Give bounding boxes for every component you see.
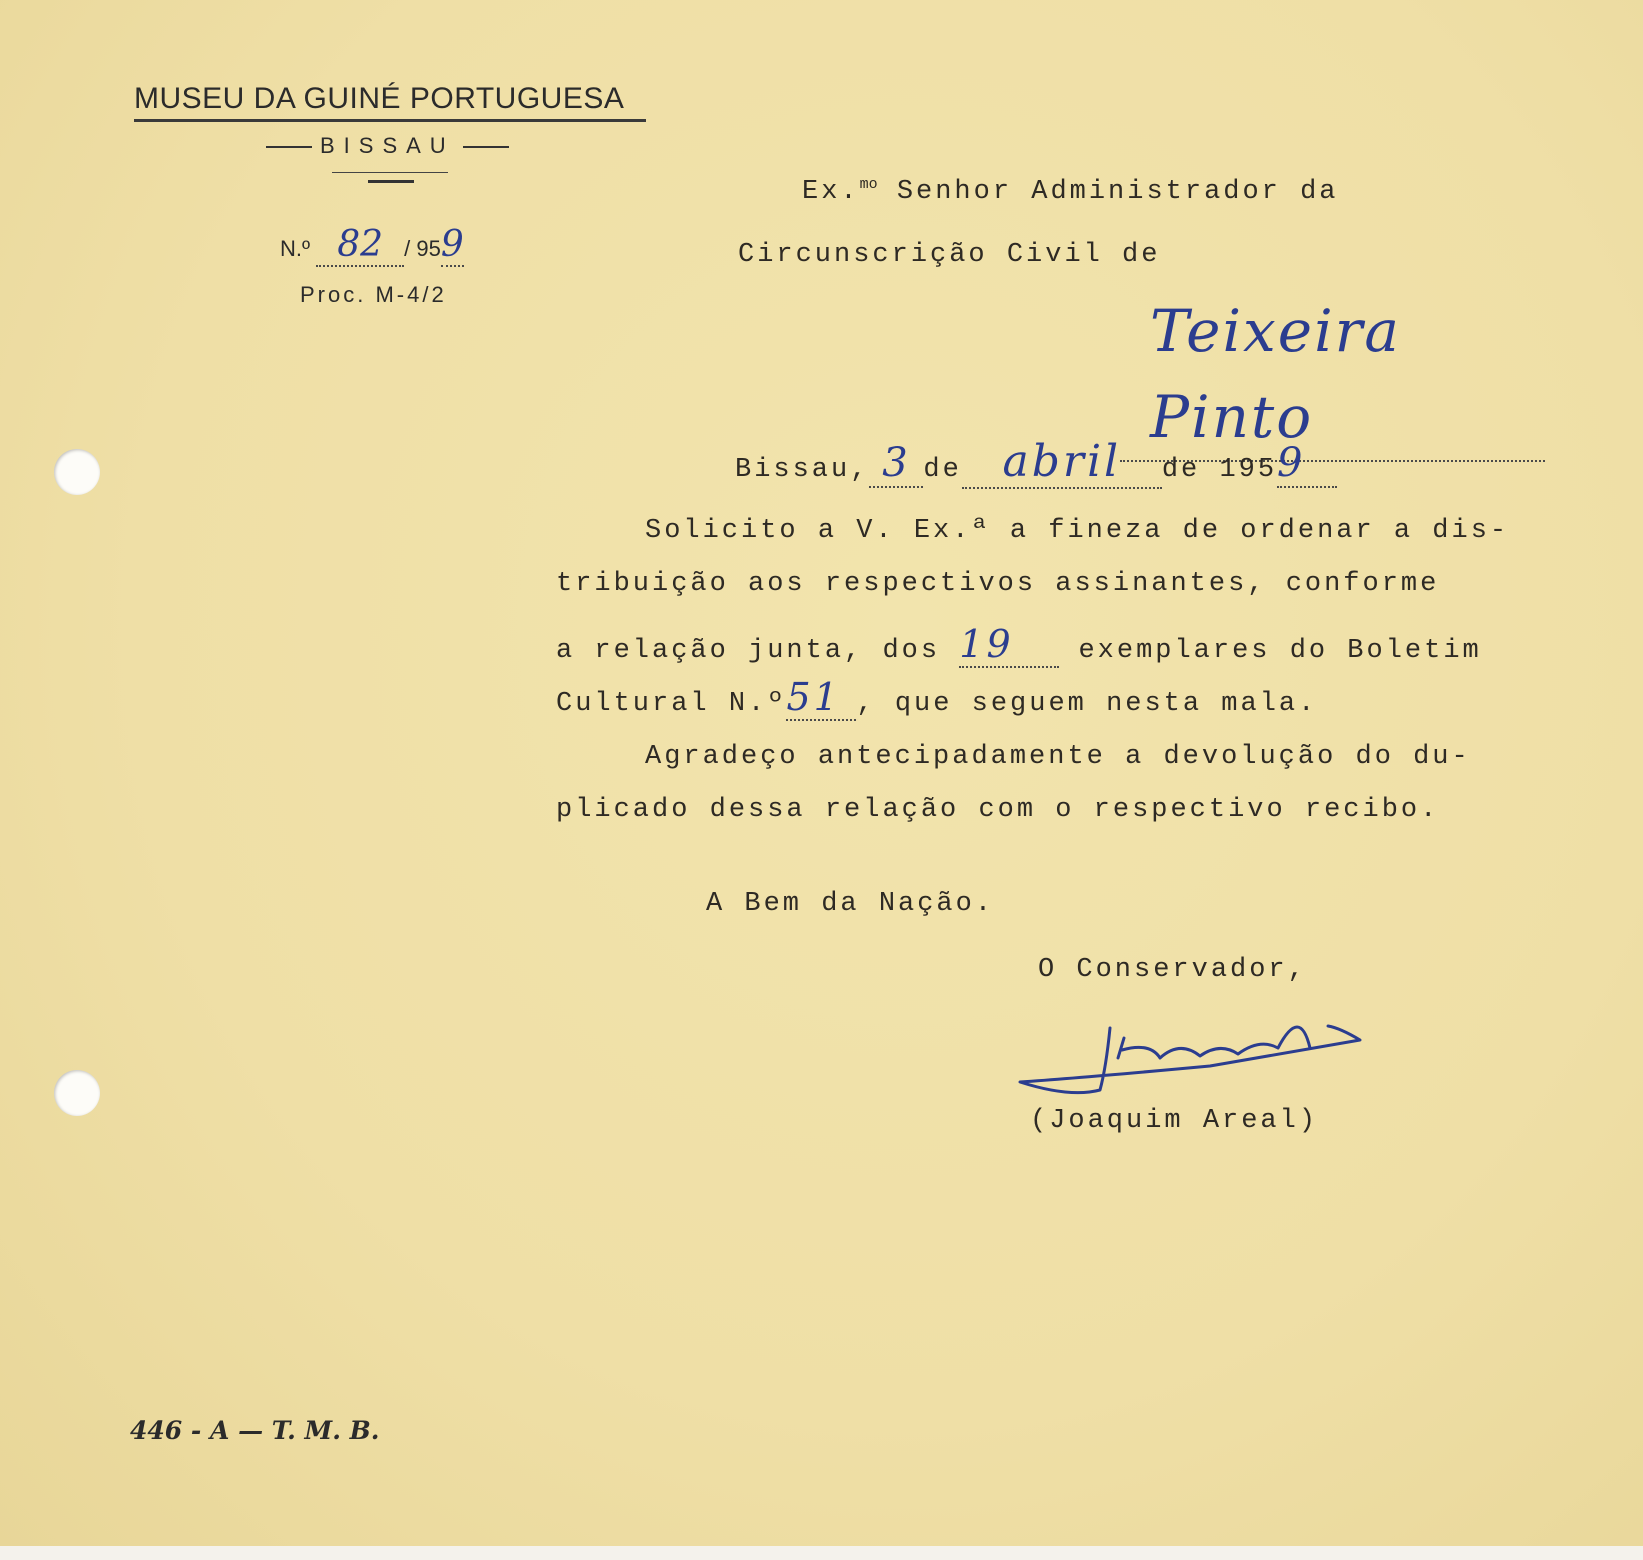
body-p1-line-2: tribuição aos respectivos assinantes, conforme [556, 569, 1440, 599]
addressee-title-start: Ex. [802, 177, 860, 207]
reference-process: Proc. M-4/2 [300, 282, 447, 307]
letterhead-divider [332, 172, 448, 173]
addressee-title-end: Senhor Administrador da [877, 177, 1339, 207]
body-copies-suffix: exemplares do Boletim [1078, 636, 1482, 666]
letterhead-divider-bold [368, 180, 414, 183]
addressee-title-superscript: mo [859, 176, 878, 193]
reference-year-prefix: / 95 [404, 236, 441, 261]
reference-number-field [316, 224, 404, 267]
date-city: Bissau, [735, 455, 870, 485]
reference-number-label: N.º [280, 236, 311, 261]
scan-edge [0, 1546, 1643, 1560]
punch-hole-bottom [54, 1070, 100, 1116]
closing-salutation: A Bem da Nação. [706, 889, 995, 919]
body-copies-field [959, 622, 1059, 668]
punch-hole-top [54, 449, 100, 495]
date-month-field [962, 436, 1162, 489]
body-p1-line-1: Solicito a V. Ex.ª a fineza de ordenar a dis- [645, 516, 1510, 546]
body-p2-line-1: Agradeço antecipadamente a devolução do du- [645, 742, 1471, 772]
city-dash-right [463, 146, 509, 148]
body-bulletin-number: 51 [786, 675, 841, 719]
city-dash-left [266, 146, 312, 148]
letterhead-institution: MUSEU DA GUINÉ PORTUGUESA [134, 82, 625, 115]
date-line [735, 436, 1337, 489]
signature-mark [1010, 998, 1370, 1118]
body-p1-line-3 [556, 622, 1482, 668]
date-year-digit: 9 [1277, 440, 1306, 486]
date-day: 3 [882, 440, 911, 486]
date-de-1: de [923, 455, 962, 485]
addressee-line-1 [802, 176, 1339, 207]
body-copies: 19 [959, 622, 1014, 666]
letterhead-city [258, 133, 517, 159]
letterhead-underline [134, 119, 646, 122]
body-p2-line-2: plicado dessa relação com o respectivo recibo. [556, 795, 1440, 825]
reference-year-field [441, 224, 464, 267]
date-year-field [1277, 440, 1337, 488]
reference-year-digit: 9 [440, 224, 464, 265]
closing-signatory: (Joaquim Areal) [1030, 1106, 1319, 1136]
closing-title: O Conservador, [1038, 955, 1307, 985]
body-p1-line-4 [556, 675, 1317, 721]
date-month: abril [1002, 436, 1122, 487]
date-de-2: de [1161, 455, 1201, 485]
date-year-typed: 195 [1219, 455, 1278, 485]
form-code: 446 - A — T. M. B. [130, 1416, 380, 1445]
addressee-line-2: Circunscrição Civil de [738, 240, 1161, 270]
reference-number [280, 224, 464, 267]
date-day-field [869, 440, 923, 488]
body-bulletin-prefix: Cultural N.º [556, 689, 787, 719]
city-text: BISSAU [320, 133, 455, 158]
body-bulletin-field [786, 675, 856, 721]
addressee-place: Teixeira Pinto [1120, 288, 1545, 462]
reference-number-value: 82 [337, 224, 384, 265]
body-bulletin-suffix: , que seguem nesta mala. [856, 689, 1318, 719]
body-copies-prefix: a relação junta, dos [556, 636, 941, 666]
